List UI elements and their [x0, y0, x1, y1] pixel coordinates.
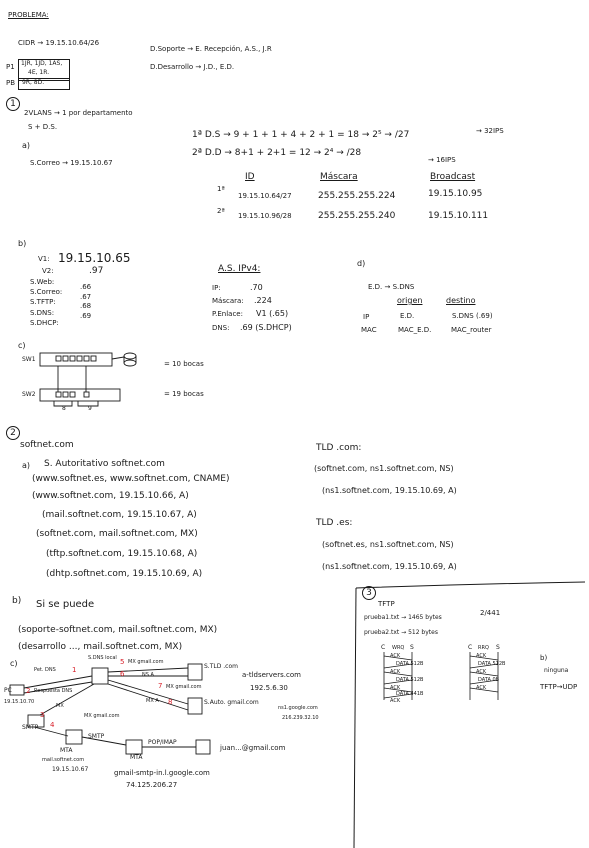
- q1a-label: a): [22, 141, 31, 150]
- mta2-ip: 74.125.206.27: [126, 781, 178, 789]
- seq2-msg-4: DATA 0B: [478, 677, 500, 683]
- q2b-record-1: (soporte-softnet.com, mail.softnet.com, MX): [18, 625, 218, 635]
- sauto-ip: 216.239.32.10: [282, 715, 319, 721]
- seq2-col-s: S: [496, 644, 500, 651]
- tld-es-record-2: (ns1.softnet.com, 19.15.10.69, A): [322, 562, 457, 571]
- soporte-line: D.Soporte → E. Recepción, A.S., J.R: [150, 45, 272, 53]
- arrow-1-label: Pet. DNS: [34, 667, 56, 673]
- d-row-ip-key: IP: [363, 313, 370, 321]
- tld-com-record-1: (softnet.com, ns1.softnet.com, NS): [314, 464, 454, 473]
- mta-host: mail.softnet.com: [42, 757, 85, 763]
- desarrollo-line: D.Desarrollo → J.D., E.D.: [150, 63, 235, 71]
- seq1-msg-2: DATA 512B: [396, 661, 424, 667]
- sw2-port-9: 9: [88, 405, 92, 412]
- mx-left2: MX gmail.com: [84, 713, 120, 719]
- sauto-host: ns1.google.com: [278, 705, 318, 711]
- d-header-destino: destino: [446, 296, 476, 305]
- q2c-label: c): [10, 659, 18, 668]
- pb-label: PB: [6, 79, 16, 87]
- p1-row2: 4E, 1R.: [28, 69, 50, 76]
- seq2-msg-3: ACK: [476, 669, 487, 675]
- mta2-label: MTA: [130, 754, 143, 761]
- q3-title: TFTP: [378, 600, 395, 608]
- arrow-5-num: 5: [120, 658, 125, 666]
- d-row-mac-key: MAC: [361, 326, 377, 334]
- cidr-text: CIDR → 19.15.10.64/26: [18, 39, 100, 47]
- b-val-v1: 19.15.10.65: [58, 251, 131, 265]
- b-val-sdhcp: .69: [80, 312, 92, 320]
- tld-es-record-1: (softnet.es, ns1.softnet.com, NS): [322, 540, 454, 549]
- juan-label: juan...@gmail.com: [220, 744, 286, 752]
- seq1-msg-5: ACK: [390, 685, 401, 691]
- q3-p1: prueba1.txt → 1465 bytes: [364, 614, 442, 621]
- sds-line: S + D.S.: [28, 123, 58, 131]
- mx-left: MX: [56, 703, 64, 709]
- tld-es-title: TLD .es:: [316, 518, 353, 528]
- b-key-v1: V1:: [38, 255, 50, 263]
- d-row-mac-destino: MAC_router: [451, 326, 492, 334]
- as-val-dns: .69 (S.DHCP): [240, 323, 292, 332]
- scorreo-line: S.Correo → 19.15.10.67: [30, 159, 113, 167]
- sw2-note: = 19 bocas: [164, 390, 204, 398]
- seq1-col-c: C: [381, 644, 386, 651]
- q2b-text: Si se puede: [36, 599, 95, 610]
- b-key-scorreo: S.Correo:: [30, 288, 63, 296]
- table-header-broadcast: Broadcast: [430, 172, 476, 182]
- b-key-sweb: S.Web:: [30, 278, 55, 286]
- arrow-6-num: 6: [120, 670, 125, 678]
- q2-record-3: (mail.softnet.com, 19.15.10.67, A): [42, 510, 197, 520]
- sw1-note: = 10 bocas: [164, 360, 204, 368]
- table-row-1-id: 19.15.10.64/27: [238, 192, 292, 200]
- sw2-label: SW2: [22, 391, 36, 398]
- pb-value: 9R, 8D.: [22, 79, 45, 86]
- table-row-2-mask: 255.255.255.240: [318, 211, 396, 221]
- seq1-msg-4: DATA 512B: [396, 677, 424, 683]
- b-key-v2: V2:: [42, 267, 54, 275]
- arrow-6-label: NS A: [142, 672, 154, 678]
- seq2-col-rrq: RRQ: [478, 645, 489, 651]
- table-row-2-id: 19.15.10.96/28: [238, 212, 292, 220]
- table-header-id: ID: [245, 172, 255, 182]
- smtp-label: SMTP: [22, 724, 39, 731]
- seq2-col-c: C: [468, 644, 473, 651]
- vlans-line: 2VLANS → 1 por departamento: [24, 109, 133, 117]
- sauto-label: S.Auto. gmail.com: [204, 699, 259, 706]
- seq1-msg-7: ACK: [390, 698, 401, 704]
- as-key-ip: IP:: [212, 284, 221, 292]
- as-title: A.S. IPv4:: [218, 264, 261, 274]
- subnet-line-2: 2ª D.D → 8+1 + 2+1 = 12 → 2⁴ → /28: [192, 148, 362, 158]
- sdns-label: S.DNS local: [88, 655, 117, 661]
- arrow-2-label: Respuesta DNS: [34, 688, 73, 694]
- seq1-col-s: S: [410, 644, 414, 651]
- q1d-label: d): [357, 259, 366, 268]
- p1-row1: 1JR, 1JD, 1AS,: [21, 60, 63, 67]
- q3b-text: ninguna: [544, 667, 569, 674]
- seq2-msg-5: ACK: [476, 685, 487, 691]
- q2a-label: a): [22, 461, 31, 470]
- subnet-line-1: 1ª D.S → 9 + 1 + 1 + 4 + 2 + 1 = 18 → 2⁵ → /27: [192, 130, 410, 140]
- as-val-mask: .224: [254, 296, 272, 305]
- q3-tftp-udp: TFTP→UDP: [540, 683, 578, 691]
- q3-p2: prueba2.txt → 512 bytes: [364, 629, 438, 636]
- pop-label: POP/IMAP: [148, 739, 177, 746]
- b-val-scorreo: .66: [80, 283, 92, 291]
- b-val-v2: .97: [89, 266, 104, 276]
- q1c-label: c): [18, 341, 26, 350]
- as-key-mask: Máscara:: [212, 297, 244, 305]
- seq1-col-wrq: WRQ: [392, 645, 405, 651]
- arrow-1-num: 1: [72, 666, 77, 674]
- sw1-label: SW1: [22, 356, 36, 363]
- pc-label: PC: [4, 687, 12, 694]
- tld-com-title: TLD .com:: [316, 443, 362, 453]
- subnet-line-2-note: → 16IPS: [428, 156, 456, 164]
- page-title: PROBLEMA:: [8, 11, 49, 19]
- q2-auth: S. Autoritativo softnet.com: [44, 459, 165, 469]
- tld-host: a-tldservers.com: [242, 671, 301, 679]
- seq1-msg-3: ACK: [390, 669, 401, 675]
- arrow-8-label: MX A: [146, 698, 159, 704]
- seq2-msg-2: DATA 512B: [478, 661, 506, 667]
- arrow-7-label: MX gmail.com: [166, 684, 202, 690]
- table-row-2-num: 2ª: [217, 207, 225, 215]
- mta-ip: 19.15.10.67: [52, 766, 89, 773]
- mta2-host: gmail-smtp-in.l.google.com: [114, 769, 210, 777]
- seq2-msg-1: ACK: [476, 653, 487, 659]
- d-flow: E.D. → S.DNS: [368, 283, 415, 291]
- tld-com-record-2: (ns1.softnet.com, 19.15.10.69, A): [322, 486, 457, 495]
- pc-ip: 19.15.10.70: [4, 699, 35, 705]
- seq1-msg-6: DATA 441B: [396, 691, 424, 697]
- q2b-label: b): [12, 596, 22, 606]
- table-row-1-num: 1ª: [217, 185, 225, 193]
- arrow-8-num: 8: [168, 698, 173, 706]
- q2-record-6: (dhtp.softnet.com, 19.15.10.69, A): [46, 569, 203, 579]
- as-val-gateway: V1 (.65): [256, 309, 289, 318]
- arrow-7-num: 7: [158, 682, 163, 690]
- b-val-stftp: .67: [80, 293, 92, 301]
- q2-record-4: (softnet.com, mail.softnet.com, MX): [36, 529, 198, 539]
- q2-record-5: (tftp.softnet.com, 19.15.10.68, A): [46, 549, 198, 559]
- table-row-1-bc: 19.15.10.95: [428, 189, 483, 199]
- b-val-sdns: .68: [80, 302, 92, 310]
- question-1-number: 1: [6, 97, 20, 111]
- q2-domain: softnet.com: [20, 440, 74, 450]
- d-row-ip-origen: E.D.: [400, 312, 415, 320]
- b-key-sdns: S.DNS:: [30, 309, 55, 317]
- question-3-number: 3: [362, 586, 376, 600]
- d-header-origen: origen: [397, 296, 423, 305]
- seq1-msg-1: ACK: [390, 653, 401, 659]
- q1b-label: b): [18, 239, 27, 248]
- d-row-ip-destino: S.DNS (.69): [452, 312, 493, 320]
- subnet-line-1-note: → 32IPS: [476, 127, 504, 135]
- q2-record-2: (www.softnet.com, 19.15.10.66, A): [32, 491, 189, 501]
- as-key-dns: DNS:: [212, 324, 230, 332]
- mta-label: MTA: [60, 747, 73, 754]
- arrow-2-num: 2: [26, 687, 31, 695]
- stld-label: S.TLD .com: [204, 663, 238, 670]
- q2-record-1: (www.softnet.es, www.softnet.com, CNAME): [32, 474, 230, 484]
- q3b-label: b): [540, 654, 548, 662]
- question-2-number: 2: [6, 426, 20, 440]
- p1-label: P1: [6, 63, 15, 71]
- table-header-mask: Máscara: [320, 172, 358, 182]
- q2b-record-2: (desarrollo ..., mail.softnet.com, MX): [18, 642, 183, 652]
- arrow-4-num: 4: [50, 721, 55, 729]
- table-row-2-bc: 19.15.10.111: [428, 211, 489, 221]
- table-row-1-mask: 255.255.255.224: [318, 191, 396, 201]
- arrow-3-num: 3: [40, 711, 45, 719]
- arrow-5-label: MX gmail.com: [128, 659, 164, 665]
- b-key-stftp: S.TFTP:: [30, 298, 56, 306]
- sw2-port-8: 8: [62, 405, 66, 412]
- smtp-arrow-label: SMTP: [88, 733, 105, 740]
- tld-ip: 192.5.6.30: [250, 684, 288, 692]
- as-val-ip: .70: [250, 283, 263, 292]
- d-row-mac-origen: MAC_E.D.: [398, 326, 432, 334]
- b-key-sdhcp: S.DHCP:: [30, 319, 59, 327]
- as-key-gateway: P.Enlace:: [212, 310, 243, 318]
- q3-p1-frac: 2/441: [480, 609, 501, 617]
